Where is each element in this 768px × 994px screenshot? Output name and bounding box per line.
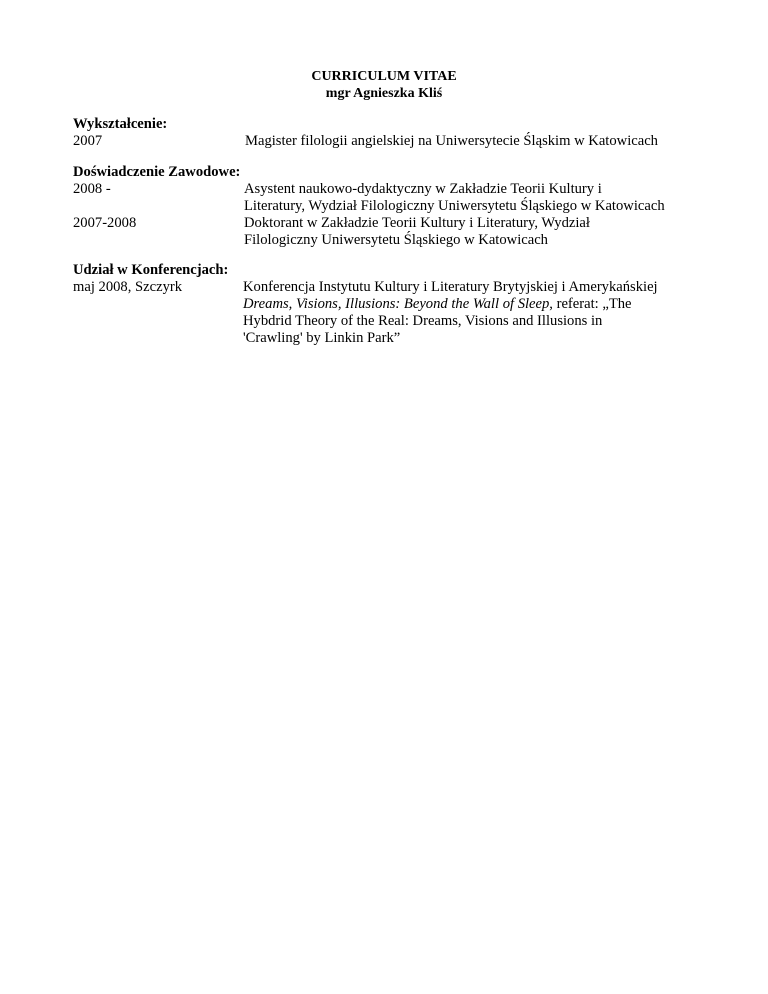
experience-date-1: 2008 - — [73, 181, 111, 197]
experience-description-1-line-2: Literatury, Wydział Filologiczny Uniwersytetu Śląskiego w Katowicach — [244, 198, 665, 214]
experience-description-2-line-2: Filologiczny Uniwersytetu Śląskiego w Katowicach — [244, 232, 548, 248]
experience-description-1 — [244, 181, 665, 215]
document-header — [0, 68, 768, 102]
conference-description-line-3: Hybdrid Theory of the Real: Dreams, Visions and Illusions in — [243, 313, 603, 329]
person-name: mgr Agnieszka Kliś — [325, 86, 443, 101]
experience-description-2 — [244, 215, 590, 249]
conference-description-line-2 — [243, 296, 658, 313]
education-description — [245, 133, 658, 150]
education-heading: Wykształcenie: — [73, 116, 168, 132]
experience-description-2-line-1: Doktorant w Zakładzie Teorii Kultury i Literatury, Wydział — [244, 215, 590, 231]
conference-description — [243, 279, 658, 347]
education-description-line: Magister filologii angielskiej na Uniwersytecie Śląskim w Katowicach — [245, 133, 658, 149]
education-date: 2007 — [73, 133, 103, 149]
experience-description-1-line-1: Asystent naukowo-dydaktyczny w Zakładzie Teorii Kultury i — [244, 181, 602, 197]
conference-description-line-4: 'Crawling' by Linkin Park” — [243, 330, 401, 346]
conference-paper-intro: , referat: „The — [549, 296, 632, 312]
conference-event-title: Dreams, Visions, Illusions: Beyond the Wall of Sleep — [243, 296, 550, 312]
experience-heading: Doświadczenie Zawodowe: — [73, 164, 241, 180]
experience-date-2: 2007-2008 — [73, 215, 137, 231]
document-title: CURRICULUM VITAE — [311, 69, 457, 84]
conference-description-line-1: Konferencja Instytutu Kultury i Literatury Brytyjskiej i Amerykańskiej — [243, 279, 658, 295]
conference-date: maj 2008, Szczyrk — [73, 279, 183, 295]
conferences-heading: Udział w Konferencjach: — [73, 262, 229, 278]
